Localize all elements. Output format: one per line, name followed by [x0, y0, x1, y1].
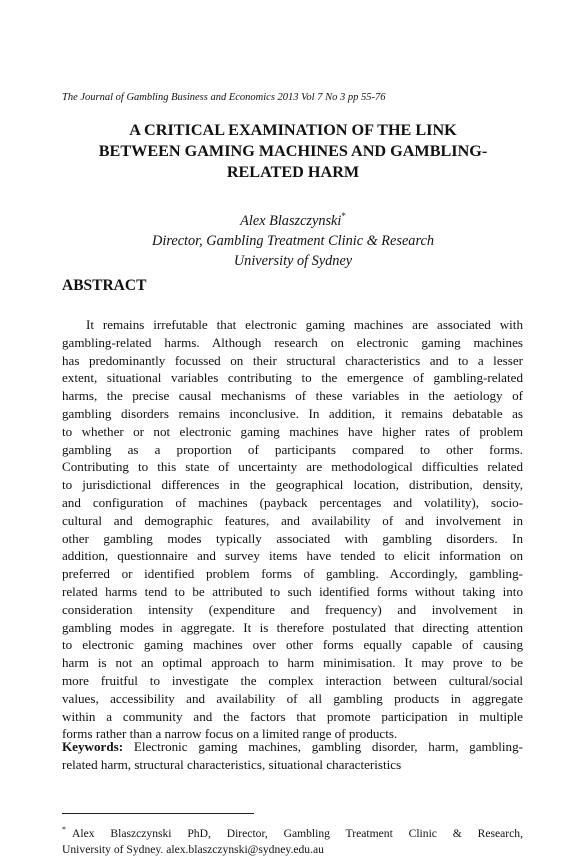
abstract-line: gambling as a proportion of participants compared to other forms. [62, 441, 523, 457]
abstract-line: to electronic gaming machines over other forms equally capable of causing [62, 637, 523, 653]
abstract-line: other gambling modes typically associated with gambling disorders. In [62, 530, 523, 546]
author-block [40, 206, 546, 271]
abstract-line: gambling disorders remains inconclusive. In addition, it remains debatable as [62, 405, 523, 421]
author-footnote [62, 822, 523, 858]
abstract-line: It remains irrefutable that electronic gaming machines are associated with [86, 317, 523, 332]
author-footnote-mark: * [341, 211, 346, 221]
abstract-heading: ABSTRACT [62, 277, 147, 294]
journal-citation: The Journal of Gambling Business and Economics 2013 Vol 7 No 3 pp 55-76 [62, 92, 386, 103]
footnote-divider [62, 813, 254, 814]
abstract-line: related harms tend to be attributed to such identified forms without taking into [62, 583, 523, 599]
abstract-line: more fruitful to investigate the complex interaction between cultural/social [62, 672, 523, 688]
keywords-line [62, 738, 523, 756]
title-line: A CRITICAL EXAMINATION OF THE LINK [129, 121, 457, 139]
footnote-line: University of Sydney. alex.blaszczynski@sydney.edu.au [62, 843, 324, 856]
title-line: BETWEEN GAMING MACHINES AND GAMBLING- [98, 142, 488, 160]
abstract-line: values, accessibility and availability of all gambling products in aggregate [62, 690, 523, 706]
author-affiliation: University of Sydney [233, 253, 353, 269]
keywords-label: Keywords: [62, 739, 124, 754]
abstract-line: harm is not an optimal approach to harm minimisation. It may prove to be [62, 655, 523, 671]
title-line: RELATED HARM [226, 163, 360, 181]
author-name: Alex Blaszczynski [240, 213, 342, 229]
abstract-line: forms rather than a narrow focus on a limited range of products. [62, 726, 398, 742]
abstract-line: gambling modes in aggregate. It is therefore postulated that directing attention [62, 619, 523, 635]
abstract-line: preferred or identified problem forms of gambling. Accordingly, gambling- [62, 566, 523, 582]
abstract-line: to whether or not electronic gaming machines have higher rates of problem [62, 423, 523, 439]
keywords-block [62, 738, 523, 774]
footnote-text: Alex Blaszczynski PhD, Director, Gambling Treatment Clinic & Research, [72, 827, 523, 840]
abstract-line: cultural and demographic features, and availability of and involvement in [62, 512, 523, 528]
abstract-line: has predominantly focussed on their structural characteristics and to a lesser [62, 352, 523, 368]
abstract-line: Contributing to this state of uncertainty are methodological difficulties related [62, 459, 523, 475]
keywords-line: related harm, structural characteristics, situational characteristics [62, 756, 402, 772]
abstract-line: to jurisdictional differences in the geographical location, distribution, density, [62, 477, 523, 493]
paper-title [40, 120, 546, 183]
abstract-line: extent, situational variables contributing to the emergence of gambling-related [62, 370, 523, 386]
abstract-body [62, 316, 523, 743]
author-name-line [40, 206, 546, 231]
abstract-line: consideration intensity (expenditure and frequency) and involvement in [62, 601, 523, 617]
author-position: Director, Gambling Treatment Clinic & Research [152, 233, 434, 249]
abstract-line: addition, questionnaire and survey items have tended to elicit information on [62, 548, 523, 564]
footnote-mark: * [62, 825, 66, 834]
footnote-line [62, 822, 523, 842]
abstract-line: within a community and the factors that promote participation in multiple [62, 708, 523, 724]
abstract-line: gambling-related harms. Although research on electronic gaming machines [62, 334, 523, 350]
abstract-line: harms, the precise causal mechanisms of these variables in the aetiology of [62, 388, 523, 404]
abstract-line: and configuration of machines (payback percentages and volatility), socio- [62, 494, 523, 510]
keywords-text: Electronic gaming machines, gambling disorder, harm, gambling- [123, 739, 523, 754]
